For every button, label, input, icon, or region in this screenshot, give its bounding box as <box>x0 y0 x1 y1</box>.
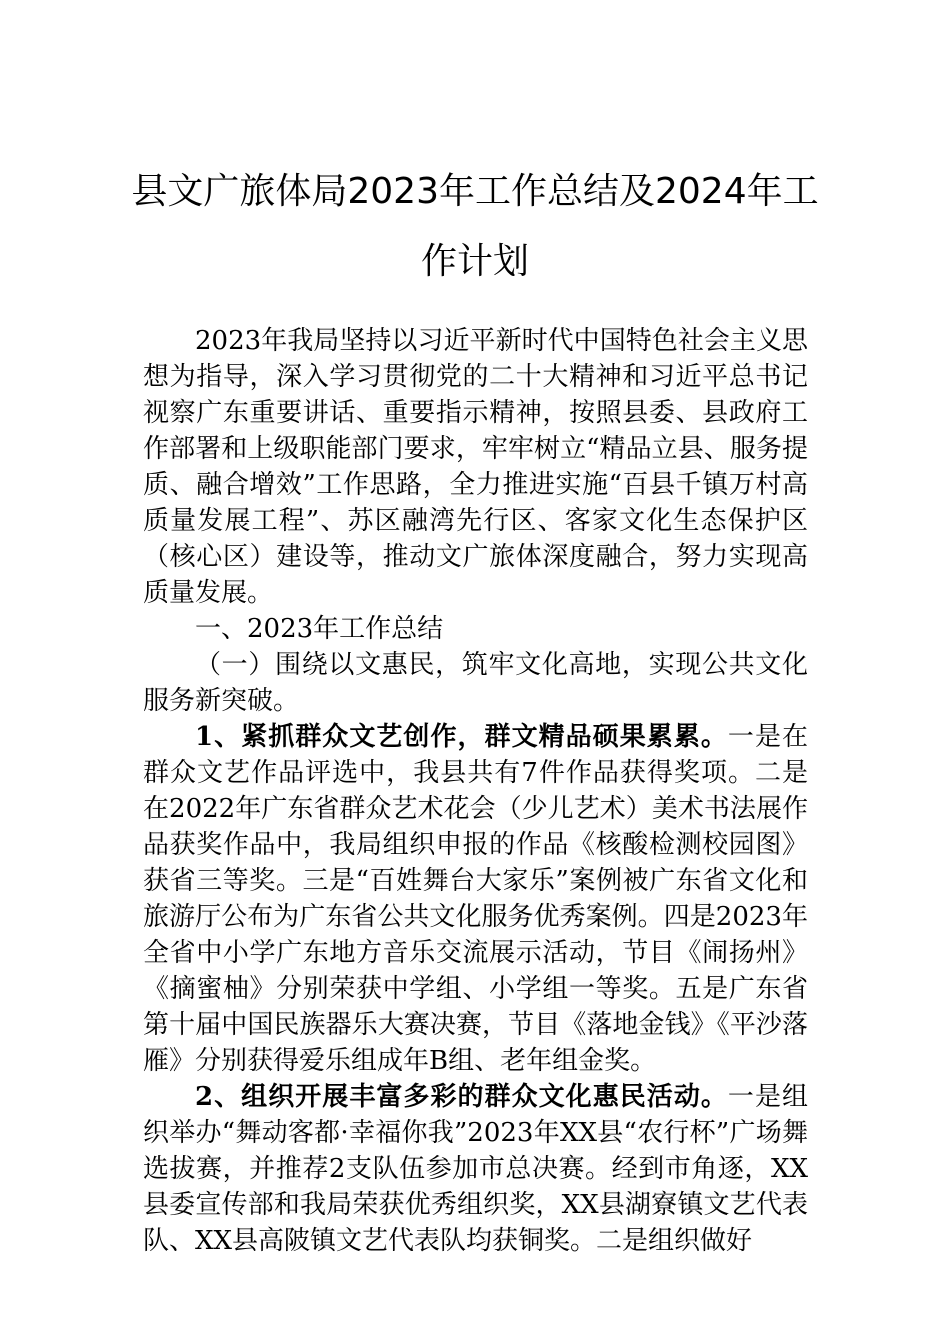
item-paragraph-2 <box>143 1079 808 1259</box>
item-paragraph-1 <box>143 719 808 1079</box>
paragraph-text: （一）围绕以文惠民，筑牢文化高地，实现公共文化服务新突破。 <box>143 650 808 716</box>
paragraph-text: 一是在群众文艺作品评选中，我县共有7件作品获得奖项。二是在2022年广东省群众艺术花会（少儿艺术）美术书法展作品获奖作品中，我局组织申报的作品《核酸检测校园图》获省三等奖。三是“百姓舞台大家乐”案例被广东省文化和旅游厅公布为广东省公共文化服务优秀案例。四是2023年全省中小学广东地方音乐交流展示活动，节目《闹扬州》《摘蜜柚》分别荣获中学组、小学组一等奖。五是广东省第十届中国民族器乐大赛决赛，节目《落地金钱》《平沙落雁》分别获得爱乐组成年B组、老年组金奖。 <box>143 722 808 1076</box>
intro-paragraph <box>143 323 808 611</box>
item-heading: 2、组织开展丰富多彩的群众文化惠民活动。 <box>195 1082 728 1112</box>
paragraph-text: 一、2023年工作总结 <box>195 614 444 644</box>
document-body <box>143 323 808 1259</box>
section-heading <box>143 611 808 647</box>
subsection-heading <box>143 647 808 719</box>
paragraph-text: 2023年我局坚持以习近平新时代中国特色社会主义思想为指导，深入学习贯彻党的二十大精神和习近平总书记视察广东重要讲话、重要指示精神，按照县委、县政府工作部署和上级职能部门要求，牢牢树立“精品立县、服务提质、融合增效”工作思路，全力推进实施“百县千镇万村高质量发展工程”、苏区融湾先行区、客家文化生态保护区（核心区）建设等，推动文广旅体深度融合，努力实现高质量发展。 <box>143 326 808 608</box>
item-heading: 1、紧抓群众文艺创作，群文精品硕果累累。 <box>195 722 728 752</box>
document-title: 县文广旅体局2023年工作总结及2024年工作计划 <box>131 171 819 282</box>
paragraph-text: 一是组织举办“舞动客都·幸福你我”2023年XX县“农行杯”广场舞选拔赛，并推荐2支队伍参加市总决赛。经到市角逐，XX县委宣传部和我局荣获优秀组织奖，XX县湖寮镇文艺代表队、XX县高陂镇文艺代表队均获铜奖。二是组织做好 <box>143 1082 808 1256</box>
